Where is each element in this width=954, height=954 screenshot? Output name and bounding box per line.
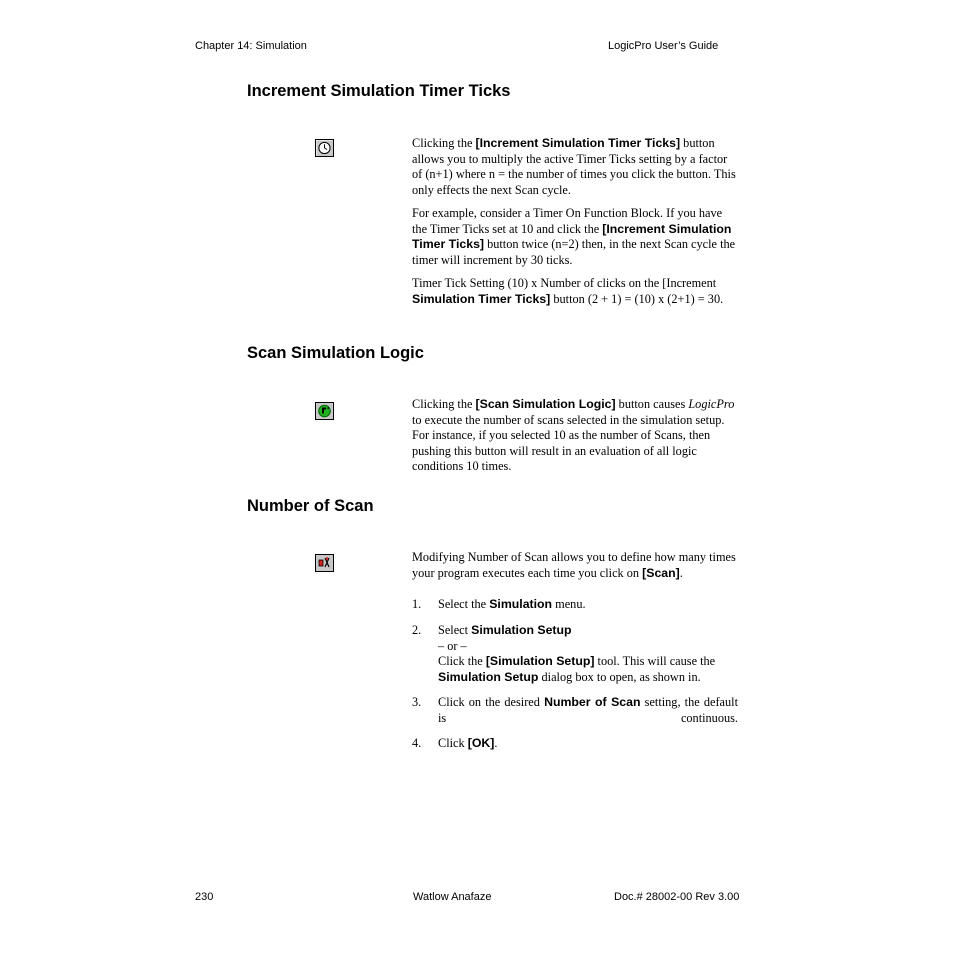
footer-company: Watlow Anafaze (413, 891, 492, 903)
header-chapter: Chapter 14: Simulation (195, 40, 307, 52)
timer-paragraph-3: Timer Tick Setting (10) x Number of clicks on the [Increment Simulation Timer Ticks] button (2 + 1) = (10) x (2+1) = 30. (412, 276, 724, 306)
step-2 (412, 623, 738, 687)
scan-logic-paragraph: Clicking the [Scan Simulation Logic] button causes LogicPro to execute the number of scans selected in the simulation setup. For instance, if you selected 10 as the number of Scans, then pushing this button will result in an evaluation of all logic conditions 10 times. (412, 397, 735, 474)
heading-increment-timer-ticks: Increment Simulation Timer Ticks (247, 82, 511, 100)
step-text: Click on the desired Number of Scan setting, the default is continuous. (438, 695, 738, 725)
step-number: 2. (412, 623, 422, 637)
step-number: 4. (412, 736, 422, 750)
step-text: Select the Simulation menu. (438, 597, 586, 611)
step-4 (412, 736, 738, 752)
heading-scan-simulation-logic: Scan Simulation Logic (247, 344, 424, 362)
timer-paragraph-2: For example, consider a Timer On Function Block. If you have the Timer Ticks set at 10 and click the [Increment Simulation Timer Ticks] button twice (n=2) then, in the next Scan cycle the timer will increment by 30 ticks. (412, 206, 736, 267)
page-number: 230 (195, 891, 214, 903)
simulation-setup-icon (315, 554, 334, 572)
step-3 (412, 695, 738, 727)
step-text: Select Simulation Setup – or – Click the [Simulation Setup] tool. This will cause the Simulation Setup dialog box to open, as shown in. (438, 623, 716, 684)
step-text: Click [OK]. (438, 736, 498, 750)
number-of-scan-paragraph: Modifying Number of Scan allows you to define how many times your program executes each time you click on [Scan]. (412, 550, 736, 580)
footer-doc-number: Doc.# 28002-00 Rev 3.00 (614, 891, 740, 903)
step-number: 1. (412, 597, 422, 611)
timer-paragraph-1: Clicking the [Increment Simulation Timer Ticks] button allows you to multiply the active Timer Ticks setting by a factor of (n+1) where n = the number of times you click the button. This only effects the next Scan cycle. (412, 136, 736, 197)
heading-number-of-scan: Number of Scan (247, 497, 374, 515)
step-1 (412, 597, 738, 613)
clock-icon (315, 139, 334, 157)
scan-cycle-icon (315, 402, 334, 420)
step-number: 3. (412, 695, 422, 709)
header-guide-title: LogicPro User’s Guide (608, 40, 719, 52)
